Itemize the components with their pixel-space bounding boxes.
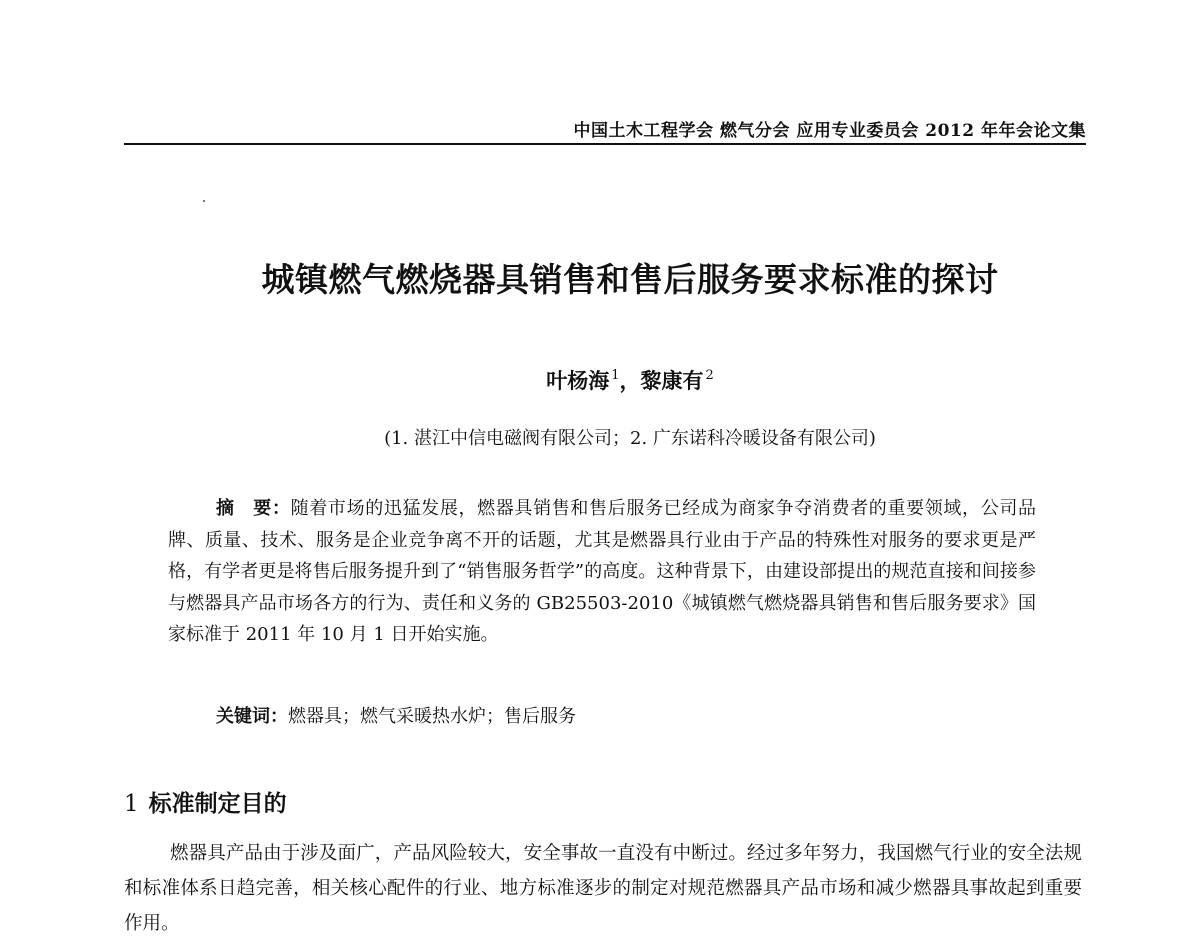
abstract: [168, 493, 1036, 651]
author-name: 叶杨海: [546, 368, 610, 393]
running-header: 中国土木工程学会 燃气分会 应用专业委员会 2012 年年会论文集: [573, 121, 1086, 141]
section-title: 标准制定目的: [148, 791, 287, 817]
keywords: [216, 702, 1036, 728]
keywords-text: 燃器具；燃气采暖热水炉；售后服务: [288, 706, 576, 727]
section-heading: [124, 785, 287, 818]
header-rule: [124, 143, 1086, 145]
abstract-label: 摘 要：: [216, 498, 291, 519]
author-affil-mark: 1: [611, 368, 620, 383]
scan-speck: [203, 200, 205, 202]
author-affil-mark: 2: [705, 368, 714, 383]
keywords-label: 关键词：: [216, 706, 288, 727]
affiliations: (1. 湛江中信电磁阀有限公司；2. 广东诺科冷暖设备有限公司): [384, 428, 876, 449]
section-number: 1: [124, 791, 139, 817]
paper-title: 城镇燃气燃烧器具销售和售后服务要求标准的探讨: [261, 260, 999, 299]
body-paragraph: 燃器具产品由于涉及面广，产品风险较大，安全事故一直没有中断过。经过多年努力，我国燃气行业的安全法规和标准体系日趋完善，相关核心配件的行业、地方标准逐步的制定对规范燃器具产品市场和减少燃器具事故起到重要作用。: [124, 843, 1082, 934]
author-name: 黎康有: [640, 368, 704, 393]
author-separator: ，: [619, 368, 641, 393]
author-line: [124, 365, 1136, 395]
abstract-text: 随着市场的迅猛发展，燃器具销售和售后服务已经成为商家争夺消费者的重要领域，公司品牌、质量、技术、服务是企业竞争离不开的话题，尤其是燃器具行业由于产品的特殊性对服务的要求更是严格，有学者更是将售后服务提升到了“销售服务哲学”的高度。这种背景下，由建设部提出的规范直接和间接参与燃器具产品市场各方的行为、责任和义务的 GB25503-2010《城镇燃气燃烧器具销售和售后服务要求》国家标准于 2011 年 10 月 1 日开始实施。: [168, 498, 1037, 646]
